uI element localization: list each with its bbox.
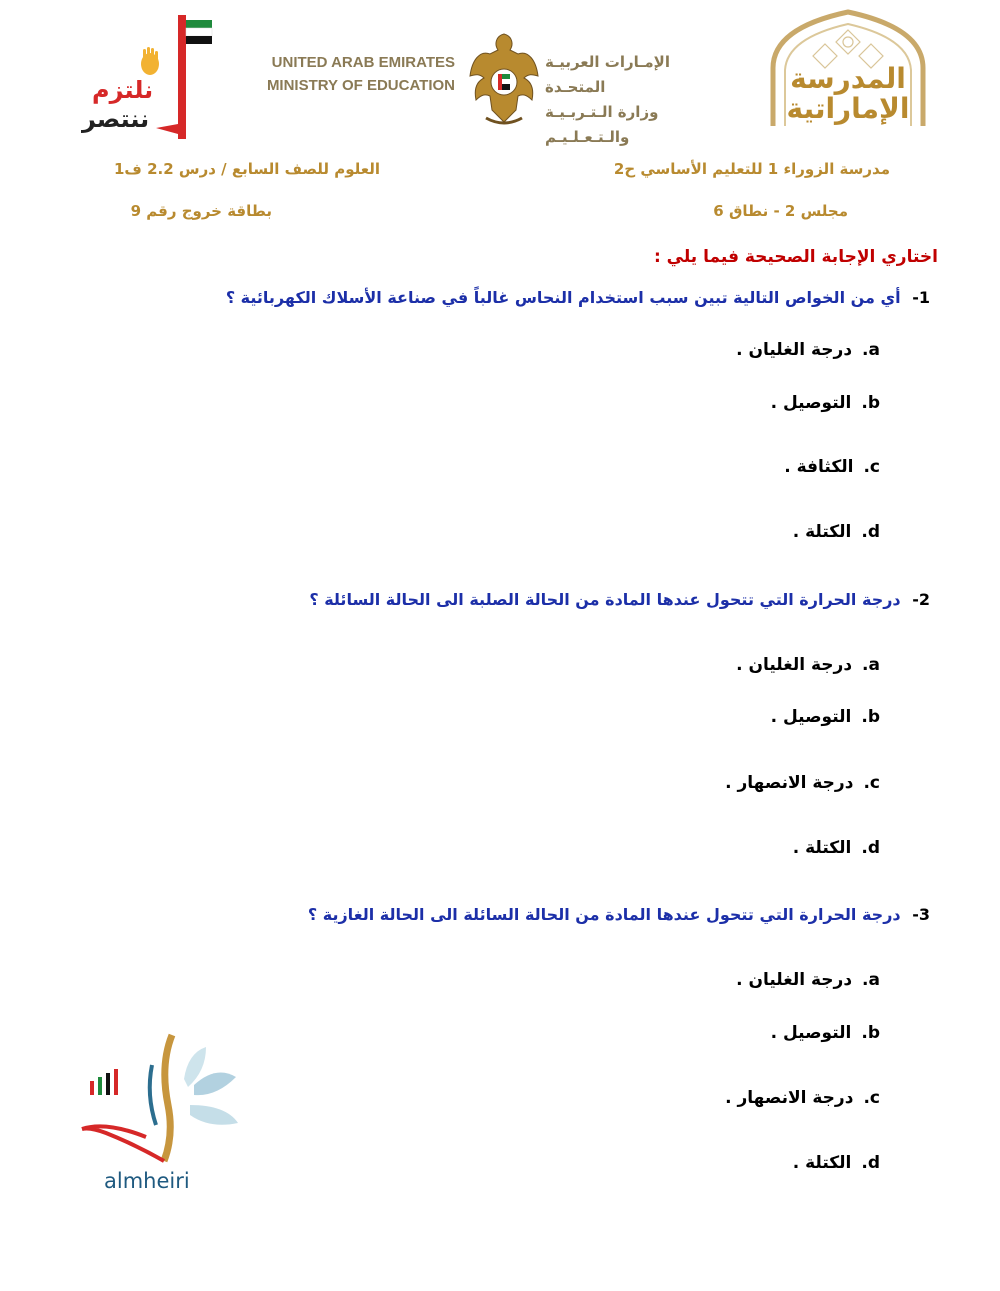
question-number: 3- xyxy=(912,905,930,924)
option-text: درجة الانصهار . xyxy=(725,773,854,793)
option-letter: a. xyxy=(862,970,880,990)
option-text: التوصيل . xyxy=(770,393,852,413)
option-text: درجة الغليان . xyxy=(736,970,853,990)
q3-option-b[interactable] xyxy=(771,1023,880,1043)
option-letter: c. xyxy=(863,457,880,477)
ministry-en-line2: MINISTRY OF EDUCATION xyxy=(266,77,455,94)
ministry-ar-line1: الإمـارات العربيـة المتحـدة xyxy=(545,53,670,96)
question-number: 1- xyxy=(912,288,930,307)
option-text: الكتلة . xyxy=(792,838,852,858)
option-text: الكتلة . xyxy=(792,522,852,542)
ministry-en-line1: UNITED ARAB EMIRATES xyxy=(271,54,455,71)
option-letter: b. xyxy=(861,1023,880,1043)
q2-option-c[interactable] xyxy=(725,773,880,793)
flower-logo-icon xyxy=(76,1025,246,1175)
option-letter: a. xyxy=(862,655,880,675)
ministry-name-en xyxy=(265,51,455,97)
q3-option-c[interactable] xyxy=(725,1088,880,1108)
option-letter: b. xyxy=(861,707,880,727)
pledge-text-2: ننتصر xyxy=(82,105,150,133)
option-text: التوصيل . xyxy=(770,1023,852,1043)
q1-option-b[interactable] xyxy=(771,393,880,413)
question-3 xyxy=(308,905,930,924)
option-letter: d. xyxy=(861,522,880,542)
falcon-emblem-icon xyxy=(466,30,542,130)
almheiri-logo xyxy=(76,1025,246,1200)
school-logo-line2: الإماراتية xyxy=(786,92,910,125)
school-name: مدرسة الزوراء 1 للتعليم الأساسي ح2 xyxy=(613,160,890,178)
question-text: درجة الحرارة التي تتحول عندها المادة من الحالة السائلة الى الحالة الغازية ؟ xyxy=(307,905,901,924)
option-letter: a. xyxy=(862,340,880,360)
pledge-text-1: نلتزم xyxy=(92,76,154,104)
option-text: درجة الغليان . xyxy=(736,340,853,360)
ministry-name-ar xyxy=(545,50,735,150)
option-text: درجة الغليان . xyxy=(736,655,853,675)
q3-option-a[interactable] xyxy=(736,970,880,990)
exit-card-number: بطاقة خروج رقم 9 xyxy=(130,202,272,220)
option-text: الكتلة . xyxy=(792,1153,852,1173)
question-1 xyxy=(226,288,930,307)
option-letter: d. xyxy=(861,838,880,858)
ministry-ar-line2: وزارة الـتـربـيـة والـتـعـلـيـم xyxy=(545,103,659,146)
option-text: التوصيل . xyxy=(770,707,852,727)
emirati-school-logo xyxy=(765,8,931,128)
q1-option-d[interactable] xyxy=(793,522,880,542)
question-text: أي من الخواص التالية تبين سبب استخدام النحاس غالباً في صناعة الأسلاك الكهربائية ؟ xyxy=(225,288,901,307)
subject-lesson: العلوم للصف السابع / درس 2.2 ف1 xyxy=(113,160,380,178)
q2-option-a[interactable] xyxy=(736,655,880,675)
q3-option-d[interactable] xyxy=(793,1153,880,1173)
option-letter: c. xyxy=(863,1088,880,1108)
option-letter: c. xyxy=(863,773,880,793)
option-letter: d. xyxy=(861,1153,880,1173)
almheiri-text: almheiri xyxy=(104,1169,190,1193)
school-logo-line1: المدرسة xyxy=(790,62,906,95)
option-letter: b. xyxy=(861,393,880,413)
option-text: الكثافة . xyxy=(784,457,854,477)
instruction: اختاري الإجابة الصحيحة فيما يلي : xyxy=(653,247,938,267)
q1-option-c[interactable] xyxy=(784,457,880,477)
q1-option-a[interactable] xyxy=(736,340,880,360)
option-text: درجة الانصهار . xyxy=(725,1088,854,1108)
council-range: مجلس 2 - نطاق 6 xyxy=(713,202,848,220)
uae-emblem xyxy=(466,30,542,130)
question-2 xyxy=(309,590,930,609)
q2-option-d[interactable] xyxy=(793,838,880,858)
question-text: درجة الحرارة التي تتحول عندها المادة من الحالة الصلبة الى الحالة السائلة ؟ xyxy=(309,590,901,609)
raised-hand-icon xyxy=(141,47,159,75)
q2-option-b[interactable] xyxy=(771,707,880,727)
question-number: 2- xyxy=(912,590,930,609)
